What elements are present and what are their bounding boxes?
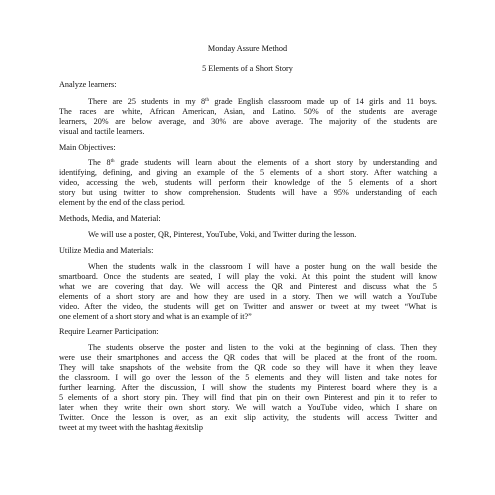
paragraph-line: visual and tactile learners.: [59, 127, 145, 136]
paragraph-line: what we are covering that day. We will access the QR and Pinterest and discuss what the 5: [59, 282, 437, 291]
paragraph-line: There are 25 students in my 8th grade English classroom made up of 14 girls and 11 boys.: [88, 97, 437, 106]
paragraph-line: identifying, defining, and giving an example of the 5 elements of a short story. After watching a: [59, 168, 437, 177]
paragraph-line: elements of a short story are and how they are used in a story. Then we will watch a YouTube: [59, 292, 437, 301]
document-subtitle: 5 Elements of a Short Story: [202, 64, 293, 73]
paragraph-line: tweet at my tweet with the hashtag #exitslip: [59, 423, 203, 432]
section-heading-main-objectives: Main Objectives:: [59, 143, 116, 152]
paragraph-line: one element of a short story and what is an example of it?”: [59, 312, 252, 321]
section-heading-utilize-media: Utilize Media and Materials:: [59, 246, 154, 255]
paragraph-line: They will take snapshots of the website from the QR code so they will have it when they leave: [59, 363, 437, 372]
paragraph-line: further learning. After the discussion, I will show the students my Pinterest board where they is a: [59, 383, 437, 392]
paragraph-line: When the students walk in the classroom I will have a poster hung on the wall beside the: [88, 262, 437, 271]
paragraph-line: video. After the video, the students will get on Twitter and answer or tweet at my tweet “What is: [59, 302, 437, 311]
section-heading-analyze-learners: Analyze learners:: [59, 80, 117, 89]
paragraph-line: The races are white, African American, Asian, and Latino. 50% of the students are average: [59, 107, 437, 116]
paragraph-line: The 8th grade students will learn about the elements of a short story by understanding and: [88, 158, 437, 167]
paragraph-line: were use their smartphones and access the QR codes that will be placed at the front of the room.: [59, 353, 437, 362]
paragraph-line: smartboard. Once the students are seated, I will play the voki. At this point the student will know: [59, 272, 437, 281]
paragraph-line: story but using twitter to show comprehension. Students will have a 95% understanding of each: [59, 188, 437, 197]
paragraph-line: element by the end of the class period.: [59, 198, 185, 207]
section-heading-methods-media-material: Methods, Media, and Material:: [59, 214, 161, 223]
paragraph-line: the classroom. I will go over the lesson of the 5 elements and they will listen and take notes for: [59, 373, 437, 382]
section-heading-require-participation: Require Learner Participation:: [59, 327, 159, 336]
paragraph-line: The students observe the poster and listen to the voki at the beginning of class. Then they: [88, 343, 437, 352]
paragraph-line: 5 elements of a short story pin. They will find that pin on their own Pinterest and pin it to refer to: [59, 393, 437, 402]
paragraph-line: learners, 20% are below average, and 30% are above average. The majority of the students are: [59, 117, 437, 126]
paragraph-line: We will use a poster, QR, Pinterest, YouTube, Voki, and Twitter during the lesson.: [88, 230, 357, 239]
paragraph-line: later when they write their own short story. We will watch a YouTube video, which I share on: [59, 403, 437, 412]
paragraph-line: video, accessing the web, students will perform their knowledge of the 5 elements of a short: [59, 178, 437, 187]
document-title: Monday Assure Method: [207, 44, 288, 53]
paragraph-line: Twitter. Once the lesson is over, as an exit slip activity, the students will access Twitter and: [59, 413, 437, 422]
